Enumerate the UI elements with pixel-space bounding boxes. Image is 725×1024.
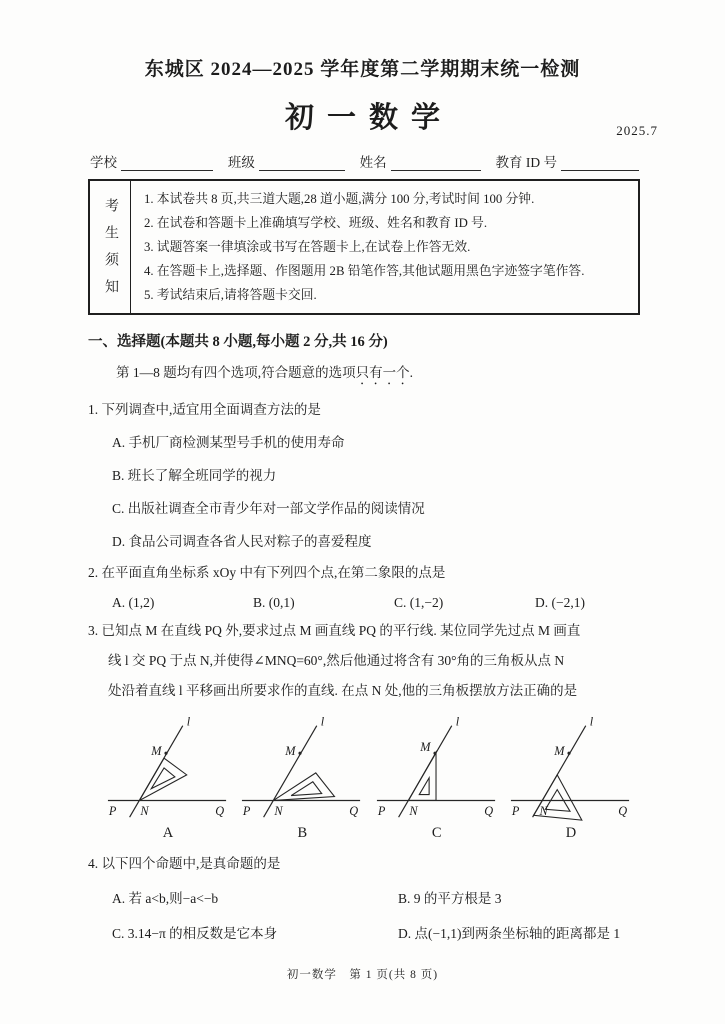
question-2-options: [112, 595, 725, 611]
question-2-option-b: B. (0,1): [253, 595, 295, 610]
diagram-option-c: [373, 709, 501, 842]
question-3-stem-line: 线 l 交 PQ 于点 N,并使得∠MNQ=60°,然后他通过将含有 30°角的三角板从点 N: [108, 653, 565, 668]
point-m-label: M: [151, 744, 162, 759]
name-label: 姓名: [359, 155, 387, 170]
question-4-option-d: D. 点(−1,1)到两条坐标轴的距离都是 1: [398, 926, 621, 941]
question-4-stem: 4. 以下四个命题中,是真命题的是: [88, 856, 281, 871]
question-4-options: [112, 887, 725, 942]
diagram-letter-d: D: [565, 825, 577, 841]
notice-side-column: [90, 181, 131, 313]
question-3: [88, 621, 725, 701]
note-suffix: .: [409, 365, 413, 380]
notice-item: 5. 考试结束后,请将答题卡交回.: [144, 288, 317, 302]
diagram-letter-a: A: [162, 825, 174, 841]
question-1-stem: 1. 下列调查中,适宜用全面调查方法的是: [88, 402, 321, 417]
notice-side-label: 考生须知: [103, 198, 118, 306]
exam-session-title: 东城区 2024—2025 学年度第二学期期末统一检测: [144, 59, 581, 80]
school-blank-line: [121, 155, 213, 171]
question-3-diagrams: [104, 709, 635, 842]
student-info-form: [90, 151, 639, 171]
geometry-diagram-c: [373, 709, 501, 825]
subject-title-row: [0, 95, 725, 138]
point-n-label: N: [274, 804, 283, 819]
point-p-label: P: [108, 804, 117, 819]
geometry-diagram-d: [507, 709, 635, 825]
question-2-option-a: A. (1,2): [112, 595, 155, 610]
page-footer: 初一数学 第 1 页(共 8 页): [286, 969, 439, 981]
section-one-heading: 一、选择题(本题共 8 小题,每小题 2 分,共 16 分): [88, 334, 388, 350]
question-2-option-d: D. (−2,1): [535, 595, 585, 610]
point-p-label: P: [511, 804, 520, 819]
question-1-option-d: D. 食品公司调查各省人民对粽子的喜爱程度: [112, 534, 372, 549]
diagram-letter-c: C: [431, 825, 442, 841]
edu-id-field: [495, 151, 639, 171]
class-field: [228, 151, 345, 171]
point-n-label: N: [409, 804, 418, 819]
edu-id-blank-line: [561, 155, 639, 171]
diagram-letter-b: B: [297, 825, 308, 841]
question-4-option-b: B. 9 的平方根是 3: [398, 891, 502, 906]
diagram-option-d: [507, 709, 635, 842]
point-q-label: Q: [215, 804, 225, 819]
question-2-option-c: C. (1,−2): [394, 595, 444, 610]
question-4-option-a: A. 若 a<b,则−a<−b: [112, 891, 219, 906]
line-l-label: l: [589, 714, 594, 729]
notice-item: 3. 试题答案一律填涂或书写在答题卡上,在试卷上作答无效.: [144, 240, 471, 254]
point-p-label: P: [377, 804, 386, 819]
point-q-label: Q: [618, 804, 628, 819]
point-p-label: P: [243, 804, 251, 819]
candidate-notice-box: [88, 179, 640, 315]
question-1-option-a: A. 手机厂商检测某型号手机的使用寿命: [112, 435, 345, 450]
class-blank-line: [259, 155, 345, 171]
point-q-label: Q: [483, 804, 493, 819]
point-n-label: N: [539, 804, 548, 819]
question-3-stem-line: 3. 已知点 M 在直线 PQ 外,要求过点 M 画直线 PQ 的平行线. 某位同学先过点 M 画直: [88, 623, 581, 638]
note-emphasis: 只有一个: [355, 365, 410, 380]
notice-item: 1. 本试卷共 8 页,共三道大题,28 道小题,满分 100 分,考试时间 100 分钟.: [144, 192, 535, 206]
note-prefix: 第 1—8 题均有四个选项,符合题意的选项: [116, 365, 356, 380]
school-field: [90, 151, 213, 171]
question-2-stem: 2. 在平面直角坐标系 xOy 中有下列四个点,在第二象限的点是: [88, 565, 446, 580]
question-4: [88, 854, 725, 942]
exam-date: 2025.7: [616, 123, 658, 138]
point-m-label: M: [285, 744, 296, 759]
point-m-label: M: [554, 744, 565, 759]
question-2: [88, 563, 725, 611]
line-l-label: l: [321, 714, 325, 729]
section-one-note: [116, 361, 725, 388]
notice-item: 4. 在答题卡上,选择题、作图题用 2B 铅笔作答,其他试题用黑色字迹签字笔作答.: [144, 264, 585, 278]
school-label: 学校: [90, 155, 117, 170]
notice-items: [131, 181, 638, 313]
question-1-option-c: C. 出版社调查全市青少年对一部文学作品的阅读情况: [112, 501, 425, 516]
question-3-stem-line: 处沿着直线 l 平移画出所要求作的直线. 在点 N 处,他的三角板摆放方法正确的是: [108, 683, 578, 698]
geometry-diagram-b: [238, 709, 366, 825]
diagram-option-b: [238, 709, 366, 842]
name-field: [360, 151, 481, 171]
line-l-label: l: [186, 714, 191, 729]
line-l-label: l: [455, 714, 459, 729]
point-m-label: M: [419, 740, 431, 755]
name-blank-line: [391, 155, 481, 171]
point-n-label: N: [140, 804, 149, 819]
diagram-option-a: [104, 709, 232, 842]
subject-title: 初一数学: [284, 102, 453, 134]
edu-id-label: 教育 ID 号: [495, 155, 557, 170]
geometry-diagram-a: [104, 709, 232, 825]
notice-item: 2. 在试卷和答题卡上准确填写学校、班级、姓名和教育 ID 号.: [144, 216, 488, 230]
question-4-option-c: C. 3.14−π 的相反数是它本身: [112, 926, 278, 941]
point-q-label: Q: [349, 804, 359, 819]
class-label: 班级: [227, 155, 255, 170]
question-1: [88, 400, 725, 551]
question-1-option-b: B. 班长了解全班同学的视力: [112, 468, 277, 483]
